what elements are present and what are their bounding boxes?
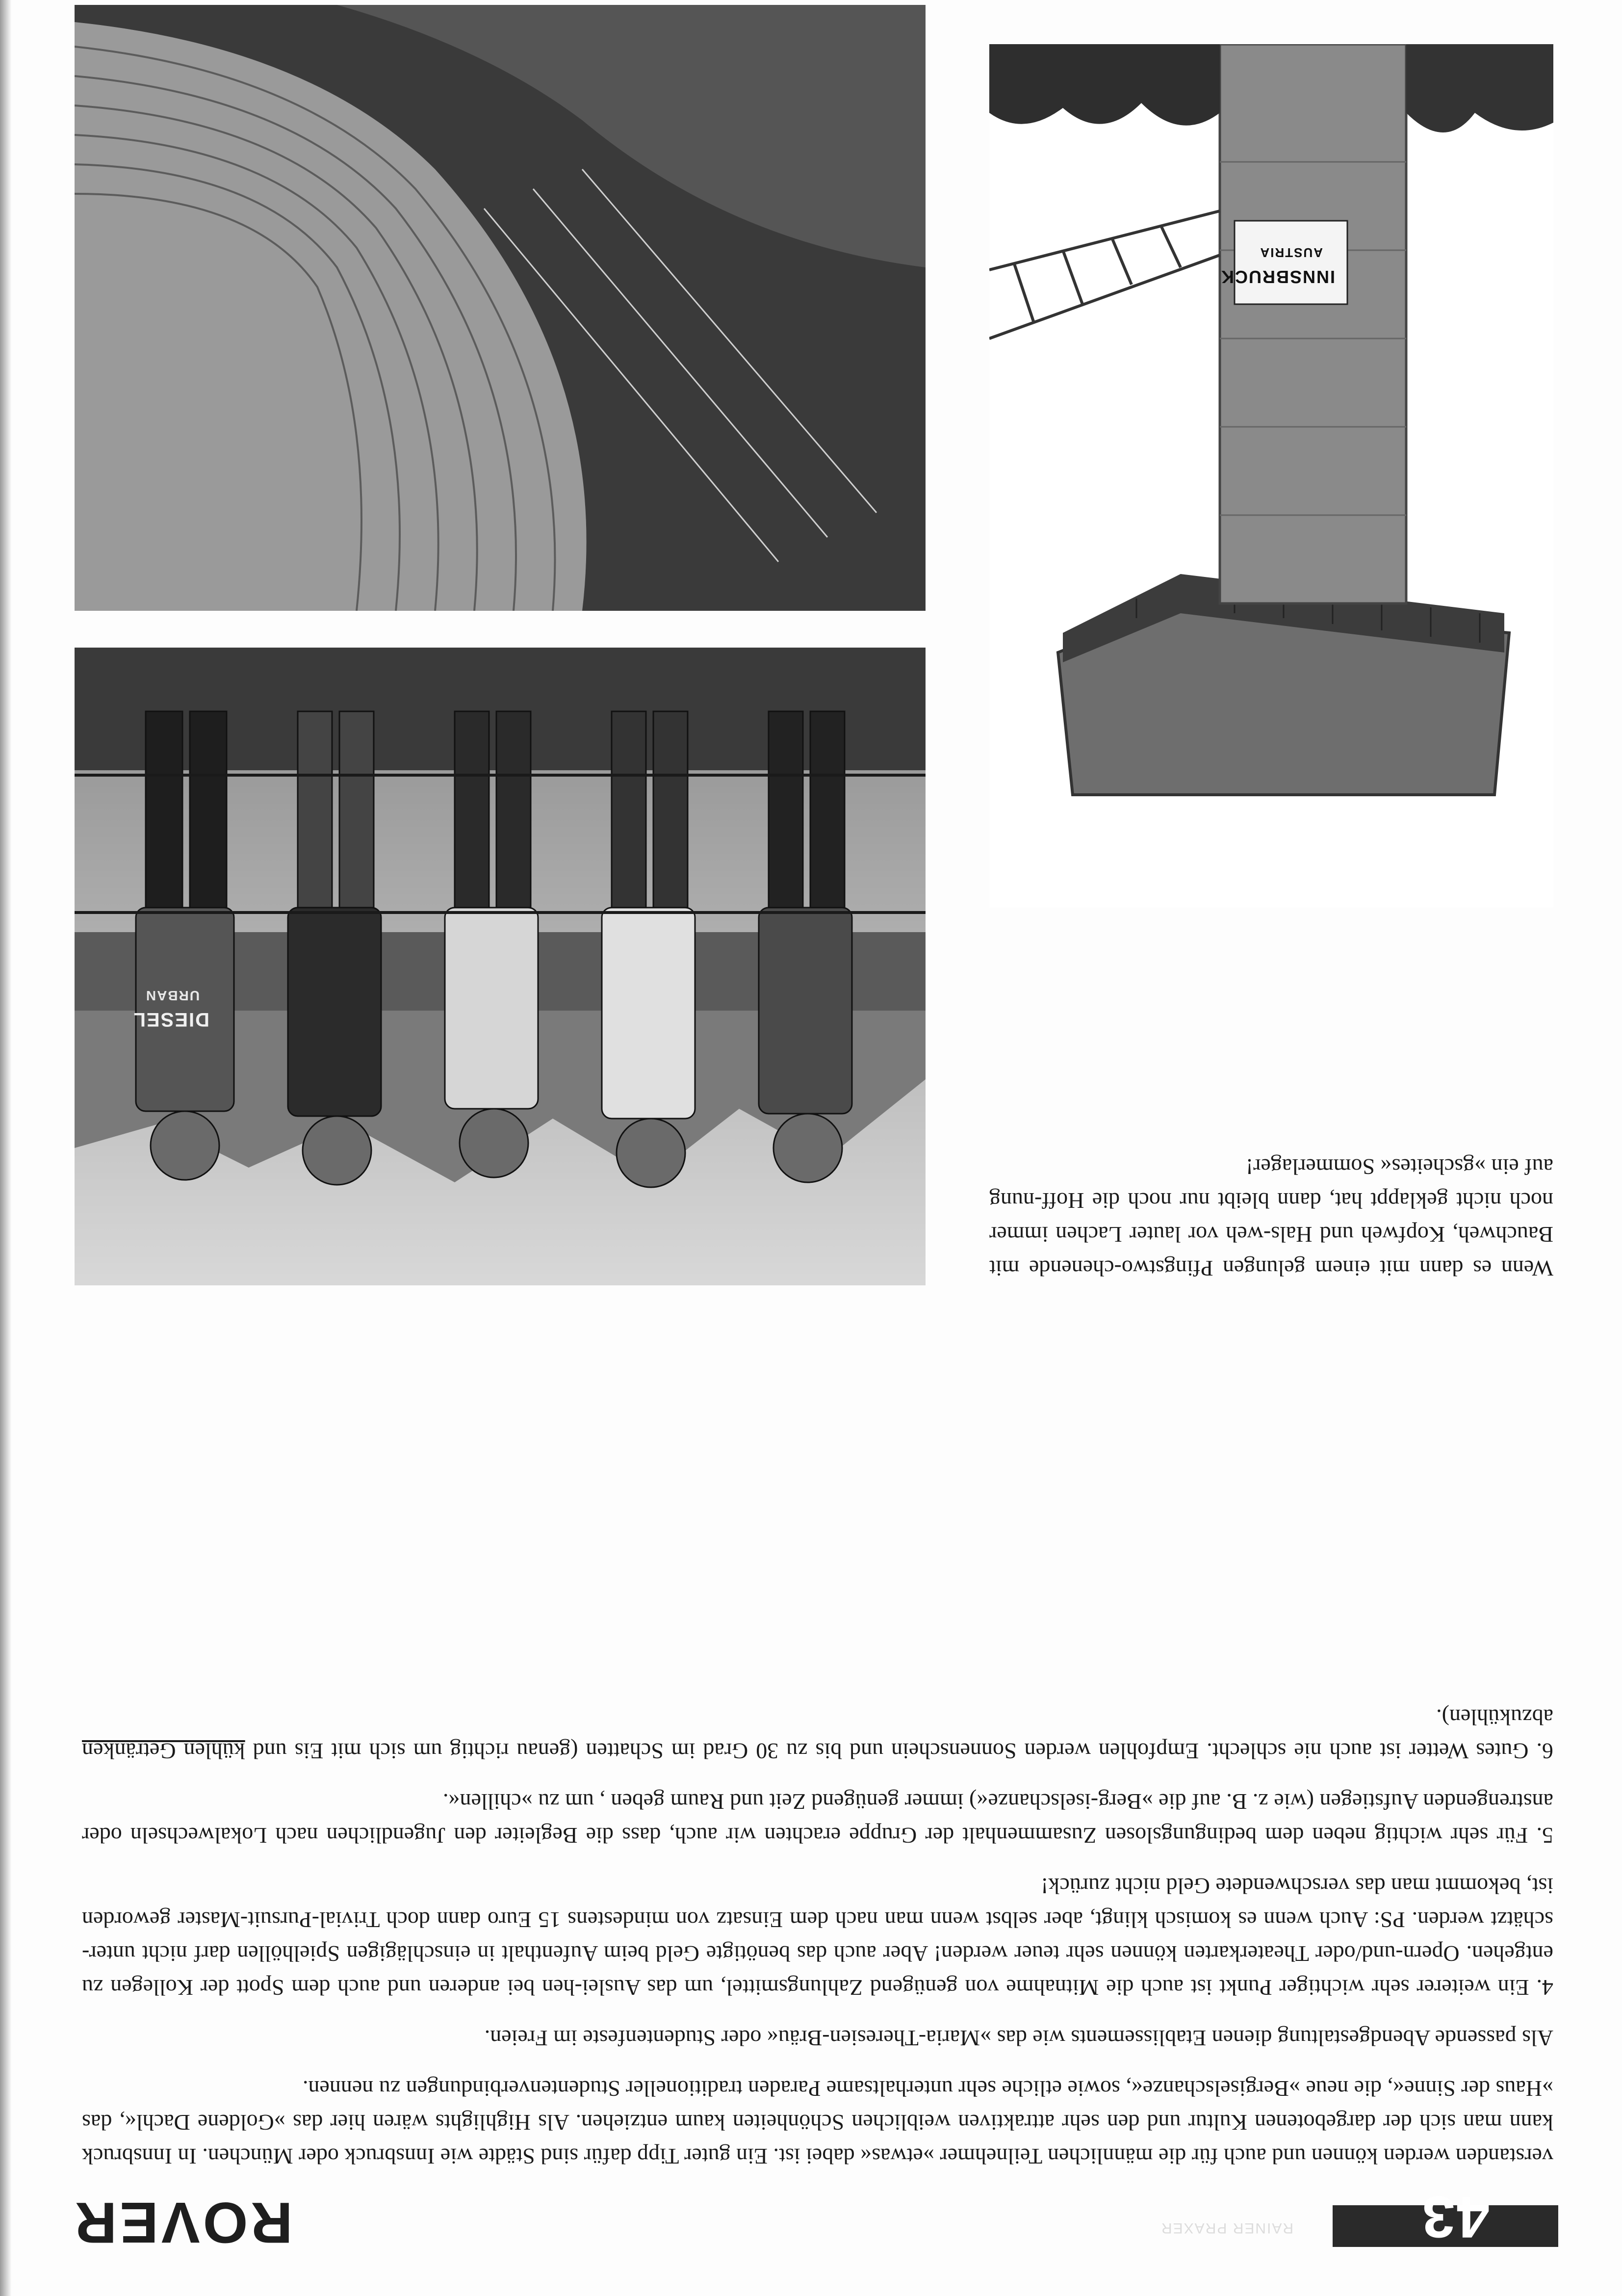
- page-number: 43: [1420, 2184, 1490, 2250]
- article-paragraph-1: verstanden werden können und auch für die männlichen Teilnehmer »etwas« dabei ist. Ein guter Tipp dafür sind Städte wie Innsbruck oder München. In Innsbruck kann man sich der dargebotenen Kultur und den sehr attraktiven weiblichen Schönheiten kaum entziehen. Als Highlights wären hier das »Goldene Dachl«, das »Haus der Sinne«, die neue »Bergiselschanze«, sowie etliche sehr unterhaltsame Paraden traditioneller Studentenverbindungen zu nennen.: [82, 2076, 1553, 2169]
- page-number-bar: [1333, 2184, 1558, 2250]
- tower-sign-text: INNSBRUCK: [1220, 267, 1335, 287]
- scan-edge-shadow: [0, 0, 12, 2296]
- article-paragraph-4: 5. Für sehr wichtig neben dem bedingungslosen Zusammenhalt der Gruppe erachten wir auch, dass die Begleiter den Jugendlichen nach Lokalwechseln oder anstrengenden Aufstiegen (wie z. B. auf die »Berg-iselschanze«) immer genügend Zeit und Raum geben , um zu »chillen«.: [82, 1789, 1553, 1848]
- para6-underlined: kühlen Getränken: [82, 1739, 245, 1764]
- section-title: ROVER: [72, 2190, 293, 2255]
- shirt-subtext: URBAN: [145, 988, 200, 1003]
- article-paragraph-3: 4. Ein weiterer sehr wichtiger Punkt ist auch die Mitnahme von genügend Zahlungsmittel, um das Auslei-hen bei anderen und auch dem Spott der Kollegen zu entgehen. Opern-und/oder Theaterkarten können sehr teuer werden! Aber auch das benötigte Geld beim Aufenthalt in einschlägigen Spielhöllen darf nicht unter-schätzt werden. PS: Auch wenn es komisch klingt, aber selbst wenn man nach dem Einsatz von mindestens 15 Euro dann doch Trivial-Pursuit-Master geworden ist, bekommt man das verschwendete Geld nicht zurück!: [82, 1874, 1553, 2000]
- page-header: [72, 2184, 1558, 2267]
- group-photo-illustration: [75, 648, 926, 1285]
- closing-paragraph: Wenn es dann mit einem gelungen Pfingstwo-chenende mit Bauchweh, Kopfweh und Hals-weh vor lauter Lachen immer noch nicht geklappt hat, dann bleibt nur noch die Hoff-nung auf ein »gscheites« Sommerlager!: [989, 1154, 1553, 1281]
- closing-paragraph-block: [989, 1150, 1553, 1285]
- article-paragraph-5: [82, 1700, 1553, 1768]
- tower-sign-subtext: AUSTRIA: [1259, 245, 1323, 260]
- article-paragraph-2: Als passende Abendgestaltung dienen Etablissements wie das »Maria-Theresien-Bräu« oder Studentenfeste im Freien.: [484, 2026, 1553, 2051]
- para6-end: abzukühlen).: [1436, 1705, 1553, 1730]
- photo-group-platform: [75, 648, 926, 1285]
- stadium-illustration: [75, 5, 926, 611]
- para6-text: 6. Gutes Wetter ist auch nie schlecht. Empfohlen werden Sonnenschein und bis zu 30 Grad im Schatten (genau richtig um sich mit Eis und: [245, 1739, 1553, 1764]
- bergisel-tower-illustration: [989, 44, 1553, 908]
- header-faint-text: RAINER PRAXER: [1160, 2220, 1293, 2236]
- shirt-text: DIESEL: [132, 1009, 209, 1030]
- photo-bergisel-tower: [989, 44, 1553, 908]
- photo-ski-jump-stadium: [75, 5, 926, 611]
- article-body: [82, 1684, 1553, 2173]
